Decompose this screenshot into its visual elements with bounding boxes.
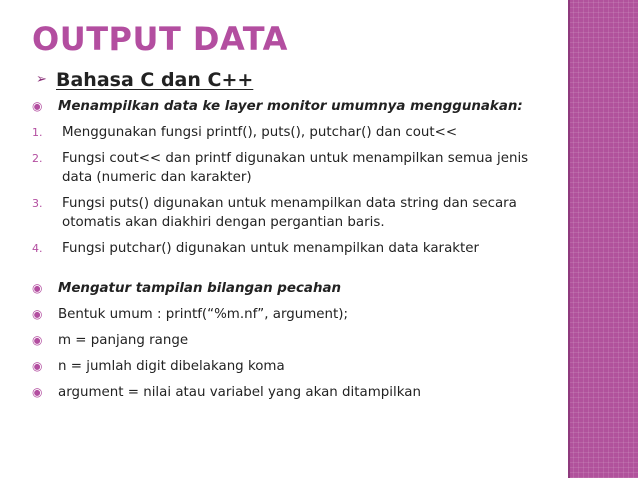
circle-bullet-icon: ◉ [32, 385, 43, 399]
numbered-item-text: Menggunakan fungsi printf(), puts(), putchar() dan cout<< [62, 125, 458, 140]
bullet-mengatur [32, 279, 552, 298]
side-band-edge [568, 0, 570, 478]
numbered-item-text: Fungsi cout<< dan printf digunakan untuk menampilkan semua jenis data (numeric dan karakter) [62, 151, 529, 185]
bullet-text: Menampilkan data ke layer monitor umumnya menggunakan: [58, 99, 523, 114]
slide-title: OUTPUT DATA [32, 20, 288, 58]
circle-bullet-icon: ◉ [32, 359, 43, 373]
numbered-item-4 [32, 239, 552, 258]
numbered-item-text: Fungsi puts() digunakan untuk menampilkan data string dan secara otomatis akan diakhiri dengan pergantian baris. [62, 196, 517, 230]
side-band-texture [568, 0, 638, 478]
item-number: 4. [32, 242, 43, 255]
item-number: 3. [32, 197, 43, 210]
bullet-text: m = panjang range [58, 333, 189, 348]
bullet-m [32, 331, 552, 350]
section-heading-text: Bahasa C dan C++ [56, 69, 254, 91]
circle-bullet-icon: ◉ [32, 333, 43, 347]
circle-bullet-icon: ◉ [32, 99, 43, 113]
bullet-argument [32, 383, 552, 402]
item-number: 2. [32, 152, 43, 165]
bullet-text: n = jumlah digit dibelakang koma [58, 359, 285, 374]
item-number: 1. [32, 126, 43, 139]
numbered-item-2 [32, 149, 552, 187]
section-heading-c-cpp [32, 66, 552, 94]
circle-bullet-icon: ◉ [32, 307, 43, 321]
numbered-item-3 [32, 194, 552, 232]
bullet-bentuk-umum [32, 305, 552, 324]
circle-bullet-icon: ◉ [32, 281, 43, 295]
bullet-menampilkan [32, 97, 552, 116]
slide-content [32, 66, 552, 402]
arrow-bullet-icon: ➢ [36, 72, 47, 87]
bullet-n [32, 357, 552, 376]
numbered-item-text: Fungsi putchar() digunakan untuk menampilkan data karakter [62, 241, 480, 256]
bullet-text: Bentuk umum : printf(“%m.nf”, argument); [58, 307, 348, 322]
bullet-text: argument = nilai atau variabel yang akan ditampilkan [58, 385, 421, 400]
bullet-text: Mengatur tampilan bilangan pecahan [58, 281, 342, 296]
decorative-side-band [568, 0, 638, 478]
numbered-item-1 [32, 123, 552, 142]
